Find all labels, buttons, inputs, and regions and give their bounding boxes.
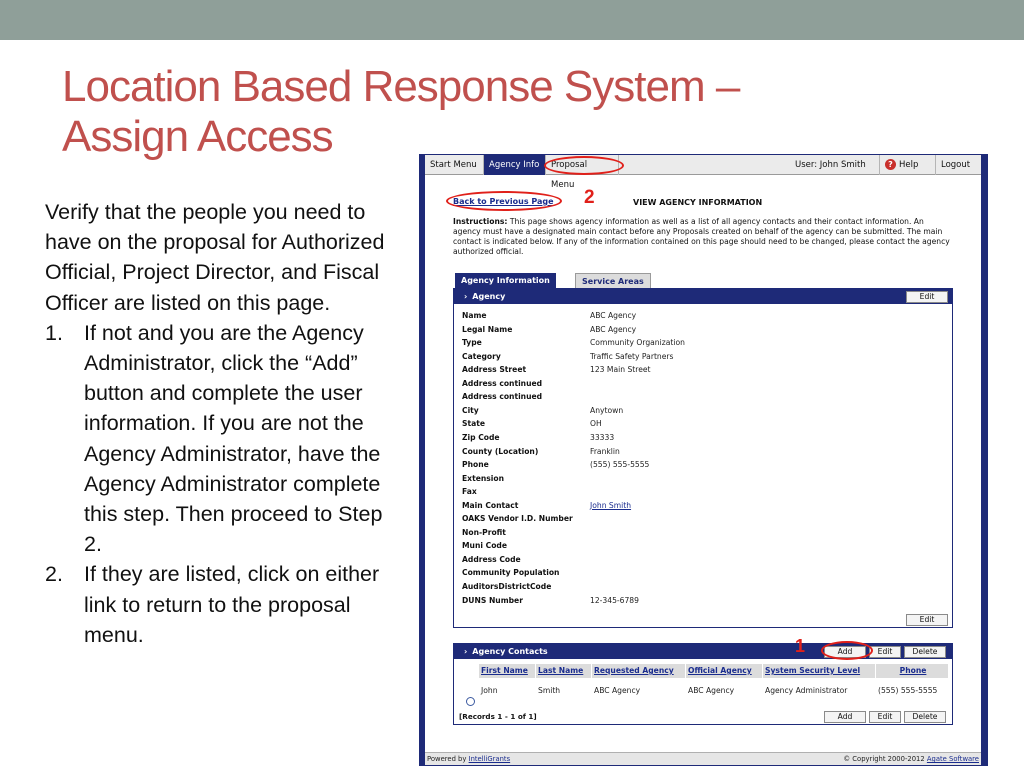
add-button-highlight-ring <box>821 641 873 660</box>
instructions-text: This page shows agency information as well as a list of all agency contacts and their contact information. An agency must have a designated main contact before any Proposals created on behalf of the agency can be submitted. The main contact is indicated below. If any of the information contained on this page should need to be changed, please contact the agency authorized official. <box>453 217 950 256</box>
powered-by <box>427 753 510 765</box>
contacts-add-button-bottom[interactable]: Add <box>824 711 866 723</box>
agency-field-label: Legal Name <box>462 324 513 334</box>
agency-field-value: ABC Agency <box>590 311 637 320</box>
copyright <box>843 753 979 765</box>
app-nav-bar <box>425 155 981 190</box>
instructions <box>453 217 953 257</box>
cell-last-name: Smith <box>538 686 561 695</box>
agency-field-label: Address Street <box>462 365 527 375</box>
agency-field-label: DUNS Number <box>462 595 523 605</box>
agency-field-label: Fax <box>462 487 477 497</box>
agency-field-value: 12-345-6789 <box>590 595 639 605</box>
cell-phone: (555) 555-5555 <box>878 686 938 695</box>
agency-field-label: Category <box>462 351 501 361</box>
top-accent-bar <box>0 0 1024 40</box>
back-to-previous-page-link[interactable]: Back to Previous Page <box>453 197 554 206</box>
back-link-highlight-ring <box>446 191 562 211</box>
agency-field-value: Community Organization <box>590 338 685 348</box>
agate-software-link[interactable]: Agate Software <box>926 755 979 763</box>
agency-field-label: OAKS Vendor I.D. Number <box>462 514 573 524</box>
contacts-edit-button-bottom[interactable]: Edit <box>869 711 901 723</box>
agency-field-label: Address continued <box>462 392 543 402</box>
tab-service-areas[interactable]: Service Areas <box>575 273 651 288</box>
cell-requested-agency: ABC Agency <box>594 686 641 695</box>
cell-official-agency: ABC Agency <box>688 686 735 695</box>
copyright-label: © Copyright 2000-2012 <box>843 755 925 763</box>
chevron-right-icon: › <box>464 647 468 656</box>
steps-list <box>45 318 390 650</box>
agency-panel-title: Agency <box>472 292 506 301</box>
contacts-panel-title: Agency Contacts <box>472 647 548 656</box>
agency-field-value: Anytown <box>590 405 624 415</box>
app-screenshot <box>419 154 988 766</box>
agency-field-label: Muni Code <box>462 541 507 551</box>
step-item <box>45 559 390 650</box>
col-official-agency[interactable]: Official Agency <box>686 664 763 678</box>
agency-field-value: 123 Main Street <box>590 365 651 375</box>
contacts-delete-button-bottom[interactable]: Delete <box>904 711 946 723</box>
agency-field-label: AuditorsDistrictCode <box>462 582 552 591</box>
col-system-security-level[interactable]: System Security Level <box>763 664 876 678</box>
nav-agency-info[interactable]: Agency Info <box>484 155 546 175</box>
agency-field-value: Franklin <box>590 446 620 456</box>
agency-field-value: (555) 555-5555 <box>590 460 650 470</box>
agency-panel-header <box>454 289 952 304</box>
powered-by-label: Powered by <box>427 755 467 763</box>
intelligrants-link[interactable]: IntelliGrants <box>468 755 511 763</box>
cell-first-name: John <box>481 686 498 695</box>
agency-field-label: Address continued <box>462 378 543 388</box>
agency-field-label: County (Location) <box>462 446 539 456</box>
app-footer <box>425 752 981 765</box>
agency-field-label: City <box>462 405 479 415</box>
contact-row-radio[interactable] <box>466 697 475 706</box>
col-phone[interactable]: Phone <box>876 664 949 678</box>
agency-field-label: Zip Code <box>462 432 500 442</box>
proposal-menu-highlight-ring <box>544 156 624 175</box>
step-number: 2. <box>45 562 63 587</box>
nav-help-label: Help <box>899 160 919 170</box>
agency-field-value: OH <box>590 419 602 429</box>
nav-help[interactable] <box>880 155 936 175</box>
nav-user-label: User: John Smith <box>790 155 880 175</box>
agency-edit-button-top[interactable]: Edit <box>906 291 948 303</box>
agency-edit-button-bottom[interactable]: Edit <box>906 614 948 626</box>
slide-title <box>62 62 962 162</box>
slide-title-line-2: Assign Access <box>62 112 333 161</box>
step-item <box>45 318 390 560</box>
instructions-label: Instructions: <box>453 217 508 226</box>
agency-field-label: Main Contact <box>462 500 519 510</box>
agency-contacts-panel <box>453 643 953 725</box>
annotation-number-2: 2 <box>584 187 595 208</box>
col-requested-agency[interactable]: Requested Agency <box>592 664 686 678</box>
step-number: 1. <box>45 320 63 345</box>
app-window <box>425 155 981 765</box>
view-agency-heading: VIEW AGENCY INFORMATION <box>633 198 763 207</box>
agency-field-label: Non-Profit <box>462 527 506 537</box>
contacts-delete-button-top[interactable]: Delete <box>904 646 946 658</box>
nav-logout[interactable]: Logout <box>941 160 971 170</box>
agency-field-label: Phone <box>462 460 489 470</box>
nav-start-menu[interactable]: Start Menu <box>425 155 484 175</box>
step-text: If they are listed, click on either link to return to the proposal menu. <box>84 562 380 647</box>
agency-field-label: Community Population <box>462 568 560 578</box>
agency-field-value: ABC Agency <box>590 324 637 334</box>
cell-security-level: Agency Administrator <box>765 686 848 695</box>
records-count: [Records 1 - 1 of 1] <box>459 712 537 721</box>
agency-field-label: Address Code <box>462 554 521 564</box>
slide-body <box>45 197 390 650</box>
chevron-right-icon: › <box>464 292 468 301</box>
agency-field-label: Extension <box>462 473 505 483</box>
contacts-edit-button-top[interactable]: Edit <box>869 646 901 658</box>
help-icon: ? <box>885 159 896 170</box>
tab-agency-information[interactable]: Agency Information <box>455 273 556 288</box>
col-first-name[interactable]: First Name <box>479 664 536 678</box>
annotation-number-1: 1 <box>795 636 806 656</box>
agency-field-label: State <box>462 419 486 429</box>
agency-field-value: Traffic Safety Partners <box>590 351 674 361</box>
contacts-add-button-top[interactable]: Add <box>824 646 866 658</box>
agency-field-label: Type <box>462 338 482 348</box>
nav-proposal-menu[interactable]: Proposal Menu <box>546 155 619 175</box>
intro-paragraph: Verify that the people you need to have on the proposal for Authorized Official, Project Director, and Fiscal Officer are listed on this page. <box>45 200 385 315</box>
agency-panel <box>453 288 953 628</box>
agency-field-label: Name <box>462 311 487 320</box>
slide-title-line-1: Location Based Response System – <box>62 62 740 111</box>
step-text: If not and you are the Agency Administrator, click the “Add” button and complete the user information. If you are not the Agency Administrator, have the Agency Administrator complete this step. Then proceed to Step 2. <box>84 320 383 557</box>
agency-field-value: 33333 <box>590 432 615 442</box>
col-last-name[interactable]: Last Name <box>536 664 592 678</box>
main-contact-link[interactable]: John Smith <box>590 500 632 510</box>
